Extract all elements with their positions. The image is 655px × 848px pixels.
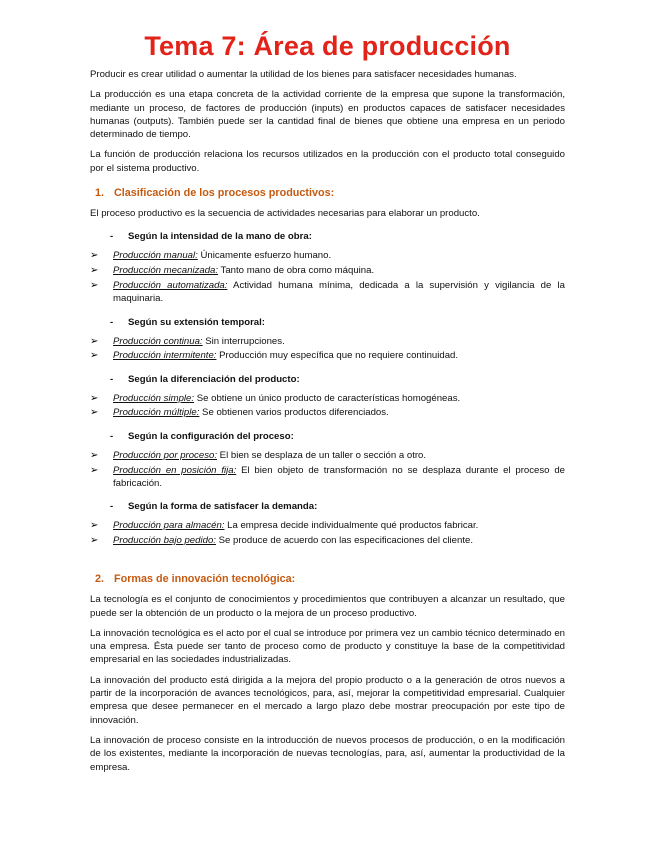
- group-label: Según la intensidad de la mano de obra:: [128, 231, 312, 243]
- section-2-paragraph-3: La innovación del producto está dirigida a la mejora del propio producto o a la generación de otros nuevos a partir de la incorporación de avances tecnológicos, para, así, mejorar la competitividad empresarial. Cualquier empresa que desee permanecer en el mercado a largo plazo debe mostrar preocupación por este tipo de innovación.: [90, 674, 565, 726]
- item-term: Producción mecanizada:: [113, 265, 219, 277]
- group-item-list: [90, 449, 565, 490]
- item-text: Tanto mano de obra como máquina.: [218, 265, 375, 277]
- section-1-definition: El proceso productivo es la secuencia de actividades necesarias para elaborar un producto.: [90, 208, 480, 220]
- arrow-bullet-icon: ➢: [90, 350, 99, 362]
- list-item: [90, 406, 565, 419]
- dash-marker: -: [110, 373, 114, 385]
- section-1-heading: [90, 187, 565, 199]
- item-text: Producción muy específica que no requiere continuidad.: [216, 350, 459, 362]
- document-page: [90, 30, 565, 781]
- group-heading: [110, 316, 565, 329]
- section-2-heading: [90, 573, 565, 585]
- arrow-bullet-icon: ➢: [90, 265, 99, 277]
- list-item: [90, 519, 565, 532]
- dash-marker: -: [110, 430, 114, 442]
- section-2-paragraph-2: La innovación tecnológica es el acto por el cual se introduce por primera vez un cambio técnico determinado en una empresa. Ésta puede ser tanto de proceso como de producto y constituye la base de la competitividad empresarial en las sociedades industrializadas.: [90, 627, 565, 666]
- arrow-bullet-icon: ➢: [90, 520, 99, 532]
- group-heading: [110, 373, 565, 386]
- item-text: Actividad humana mínima, dedicada a la supervisión y vigilancia de la maquinaria.: [113, 279, 565, 305]
- dash-marker: -: [110, 501, 114, 513]
- page-title: Tema 7: Área de producción: [144, 31, 511, 61]
- list-item: [90, 279, 565, 306]
- item-text: Sin interrupciones.: [202, 335, 285, 347]
- item-text: Se obtiene un único producto de características homogéneas.: [194, 392, 461, 404]
- item-text: Se obtienen varios productos diferenciados.: [199, 407, 389, 419]
- section-1-number: 1.: [95, 187, 105, 200]
- arrow-bullet-icon: ➢: [90, 449, 99, 461]
- section-2-paragraph-1: La tecnología es el conjunto de conocimientos y procedimientos que contribuyen a alcanzar un resultado, que puede ser la obtención de un producto o la mejora de un proceso productivo.: [90, 594, 565, 619]
- group-item-list: [90, 249, 565, 305]
- group-item-list: [90, 392, 565, 420]
- arrow-bullet-icon: ➢: [90, 392, 99, 404]
- classification-groups: [90, 230, 565, 547]
- list-item: [90, 449, 565, 462]
- group-label: Según la diferenciación del producto:: [128, 373, 300, 385]
- item-term: Producción para almacén:: [113, 520, 225, 532]
- section-2-paragraph-4: La innovación de proceso consiste en la introducción de nuevos procesos de producción, o en la modificación de los existentes, mediante la incorporación de nuevas tecnologías, para, así, aumentar la productividad de la empresa.: [90, 734, 565, 773]
- section-2-title: Formas de innovación tecnológica:: [114, 573, 296, 586]
- item-term: Producción múltiple:: [113, 407, 200, 419]
- item-text: El bien se desplaza de un taller o sección a otro.: [217, 449, 427, 461]
- list-item: [90, 392, 565, 405]
- group-label: Según su extensión temporal:: [128, 316, 266, 328]
- section-2-number: 2.: [95, 573, 105, 586]
- item-term: Producción bajo pedido:: [113, 534, 216, 546]
- item-text: Se produce de acuerdo con las especificaciones del cliente.: [215, 534, 474, 546]
- item-text: El bien objeto de transformación no se desplaza durante el proceso de fabricación.: [113, 464, 565, 489]
- item-text: Únicamente esfuerzo humano.: [197, 250, 332, 262]
- dash-marker: -: [110, 316, 114, 328]
- group-heading: [110, 230, 565, 243]
- group-heading: [110, 500, 565, 513]
- intro-paragraph-3: La función de producción relaciona los recursos utilizados en la producción con el producto total conseguido por el sistema productivo.: [90, 149, 565, 174]
- list-item: [90, 464, 565, 491]
- group-heading: [110, 430, 565, 443]
- arrow-bullet-icon: ➢: [90, 250, 99, 262]
- item-term: Producción continua:: [113, 335, 203, 347]
- intro-paragraph-1: Producir es crear utilidad o aumentar la utilidad de los bienes para satisfacer necesidades humanas.: [90, 69, 517, 80]
- item-term: Producción en posición fija:: [113, 464, 237, 476]
- arrow-bullet-icon: ➢: [90, 407, 99, 419]
- arrow-bullet-icon: ➢: [90, 534, 99, 546]
- group-label: Según la configuración del proceso:: [128, 430, 294, 442]
- group-item-list: [90, 335, 565, 363]
- list-item: [90, 534, 565, 547]
- list-item: [90, 335, 565, 348]
- item-term: Producción por proceso:: [113, 449, 217, 461]
- item-term: Producción automatizada:: [113, 279, 228, 291]
- intro-paragraph-2: La producción es una etapa concreta de la actividad corriente de la empresa que supone la transformación, mediante un proceso, de factores de producción (inputs) en productos capaces de satisfacer necesidades humanas (outputs). También puede ser la cantidad final de bienes que obtiene una empresa en un periodo determinado de tiempo.: [90, 89, 565, 141]
- dash-marker: -: [110, 231, 114, 243]
- list-item: [90, 264, 565, 277]
- item-term: Producción intermitente:: [113, 350, 217, 362]
- group-label: Según la forma de satisfacer la demanda:: [128, 501, 318, 513]
- list-item: [90, 349, 565, 362]
- item-term: Producción manual:: [113, 250, 198, 262]
- arrow-bullet-icon: ➢: [90, 335, 99, 347]
- section-1-title: Clasificación de los procesos productivos:: [114, 187, 335, 200]
- item-text: La empresa decide individualmente qué productos fabricar.: [224, 520, 479, 532]
- arrow-bullet-icon: ➢: [90, 464, 99, 476]
- list-item: [90, 249, 565, 262]
- group-item-list: [90, 519, 565, 547]
- arrow-bullet-icon: ➢: [90, 279, 99, 291]
- item-term: Producción simple:: [113, 392, 195, 404]
